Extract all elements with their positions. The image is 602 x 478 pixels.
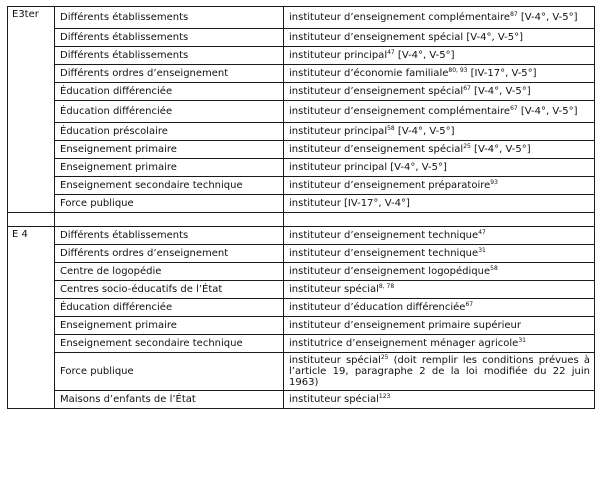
position-cell <box>284 141 595 159</box>
position-cell <box>284 159 595 177</box>
footnote-ref: 93 <box>490 179 498 186</box>
domain-cell: Éducation différenciée <box>55 299 284 317</box>
position-text: instituteur [IV-17°, V-4°] <box>289 198 410 209</box>
table-row <box>8 159 595 177</box>
domain-cell: Différents établissements <box>55 7 284 29</box>
footnote-ref: 25 <box>463 143 471 150</box>
position-text: instituteur spécial <box>289 284 379 295</box>
table-row <box>8 335 595 353</box>
position-text: (doit remplir les conditions prévues à l’article 19, paragraphe 2 de la loi modifiée du 22 juin 1963) <box>289 355 590 388</box>
footnote-ref: 67 <box>465 301 474 308</box>
position-text: instituteur spécial <box>289 394 379 405</box>
position-cell <box>284 123 595 141</box>
domain-cell: Centres socio-éducatifs de l’État <box>55 281 284 299</box>
table-row <box>8 83 595 101</box>
career-table-body <box>8 7 595 409</box>
position-cell <box>284 353 595 391</box>
position-cell <box>284 101 595 123</box>
position-cell <box>284 335 595 353</box>
empty-cell <box>8 213 55 227</box>
position-text: [V-4°, V-5°] <box>517 106 578 117</box>
domain-cell: Enseignement secondaire technique <box>55 335 284 353</box>
domain-cell: Éducation différenciée <box>55 83 284 101</box>
domain-cell: Force publique <box>55 353 284 391</box>
position-cell <box>284 263 595 281</box>
table-row <box>8 7 595 29</box>
position-cell <box>284 47 595 65</box>
table-row <box>8 317 595 335</box>
footnote-ref: 31 <box>478 247 486 254</box>
empty-cell <box>55 213 284 227</box>
table-row <box>8 123 595 141</box>
section-code: E3ter <box>8 7 55 213</box>
footnote-ref: 58 <box>490 265 498 272</box>
position-text: instituteur d’enseignement spécial [V-4°, V-5°] <box>289 32 523 43</box>
domain-cell: Éducation différenciée <box>55 101 284 123</box>
position-text: [IV-17°, V-5°] <box>467 68 537 79</box>
position-text: instituteur principal [V-4°, V-5°] <box>289 162 447 173</box>
position-text: instituteur principal <box>289 126 388 137</box>
table-row <box>8 245 595 263</box>
footnote-ref: 25 <box>380 354 389 361</box>
position-text: instituteur principal <box>289 50 388 61</box>
position-text: instituteur d’enseignement spécial <box>289 86 464 97</box>
domain-cell: Différents établissements <box>55 227 284 245</box>
position-cell <box>284 281 595 299</box>
table-row <box>8 29 595 47</box>
position-text: [V-4°, V-5°] <box>470 86 531 97</box>
empty-cell <box>284 213 595 227</box>
domain-cell: Enseignement primaire <box>55 141 284 159</box>
position-cell <box>284 195 595 213</box>
position-cell <box>284 29 595 47</box>
position-text: instituteur d’enseignement primaire supérieur <box>289 320 521 331</box>
position-text: [V-4°, V-5°] <box>470 144 531 155</box>
position-text: instituteur d’enseignement complémentaire <box>289 12 511 23</box>
position-cell <box>284 83 595 101</box>
domain-cell: Centre de logopédie <box>55 263 284 281</box>
position-text: instituteur d’enseignement technique <box>289 248 479 259</box>
footnote-ref: 31 <box>518 337 526 344</box>
table-row <box>8 299 595 317</box>
position-text: instituteur d’éducation différenciée <box>289 302 466 313</box>
position-cell <box>284 177 595 195</box>
position-cell <box>284 7 595 29</box>
domain-cell: Enseignement secondaire technique <box>55 177 284 195</box>
table-row <box>8 47 595 65</box>
career-table <box>7 6 595 409</box>
position-text: instituteur d’enseignement spécial <box>289 144 464 155</box>
position-cell <box>284 317 595 335</box>
section-separator-row <box>8 213 595 227</box>
position-text: instituteur d’enseignement préparatoire <box>289 180 491 191</box>
table-row <box>8 177 595 195</box>
position-text: instituteur d’enseignement technique <box>289 230 479 241</box>
position-text: instituteur d’enseignement complémentaire <box>289 106 511 117</box>
footnote-ref: 123 <box>378 393 391 400</box>
position-text: institutrice d’enseignement ménager agricole <box>289 338 519 349</box>
footnote-ref: 8, 78 <box>378 283 395 290</box>
table-row <box>8 65 595 83</box>
position-text: instituteur d’économie familiale <box>289 68 449 79</box>
table-row <box>8 195 595 213</box>
footnote-ref: 80, 93 <box>448 67 468 74</box>
table-row <box>8 391 595 409</box>
domain-cell: Force publique <box>55 195 284 213</box>
document-page <box>7 6 595 409</box>
position-cell <box>284 299 595 317</box>
position-cell <box>284 227 595 245</box>
domain-cell: Différents établissements <box>55 47 284 65</box>
position-cell <box>284 245 595 263</box>
footnote-ref: 47 <box>387 49 395 56</box>
position-text: [V-4°, V-5°] <box>394 50 455 61</box>
table-row <box>8 227 595 245</box>
footnote-ref: 47 <box>478 229 486 236</box>
footnote-ref: 58 <box>387 125 395 132</box>
domain-cell: Différents ordres d’enseignement <box>55 245 284 263</box>
table-row <box>8 141 595 159</box>
domain-cell: Différents établissements <box>55 29 284 47</box>
domain-cell: Maisons d’enfants de l’État <box>55 391 284 409</box>
domain-cell: Différents ordres d’enseignement <box>55 65 284 83</box>
position-text: instituteur spécial <box>289 355 381 366</box>
position-text: instituteur d’enseignement logopédique <box>289 266 491 277</box>
footnote-ref: 87 <box>510 11 518 18</box>
domain-cell: Enseignement primaire <box>55 317 284 335</box>
position-cell <box>284 391 595 409</box>
domain-cell: Éducation préscolaire <box>55 123 284 141</box>
position-text: [V-4°, V-5°] <box>394 126 455 137</box>
domain-cell: Enseignement primaire <box>55 159 284 177</box>
table-row <box>8 263 595 281</box>
table-row <box>8 353 595 391</box>
table-row <box>8 101 595 123</box>
footnote-ref: 67 <box>463 85 471 92</box>
footnote-ref: 67 <box>510 105 518 112</box>
position-text: [V-4°, V-5°] <box>517 12 578 23</box>
table-row <box>8 281 595 299</box>
section-code: E 4 <box>8 227 55 409</box>
position-cell <box>284 65 595 83</box>
